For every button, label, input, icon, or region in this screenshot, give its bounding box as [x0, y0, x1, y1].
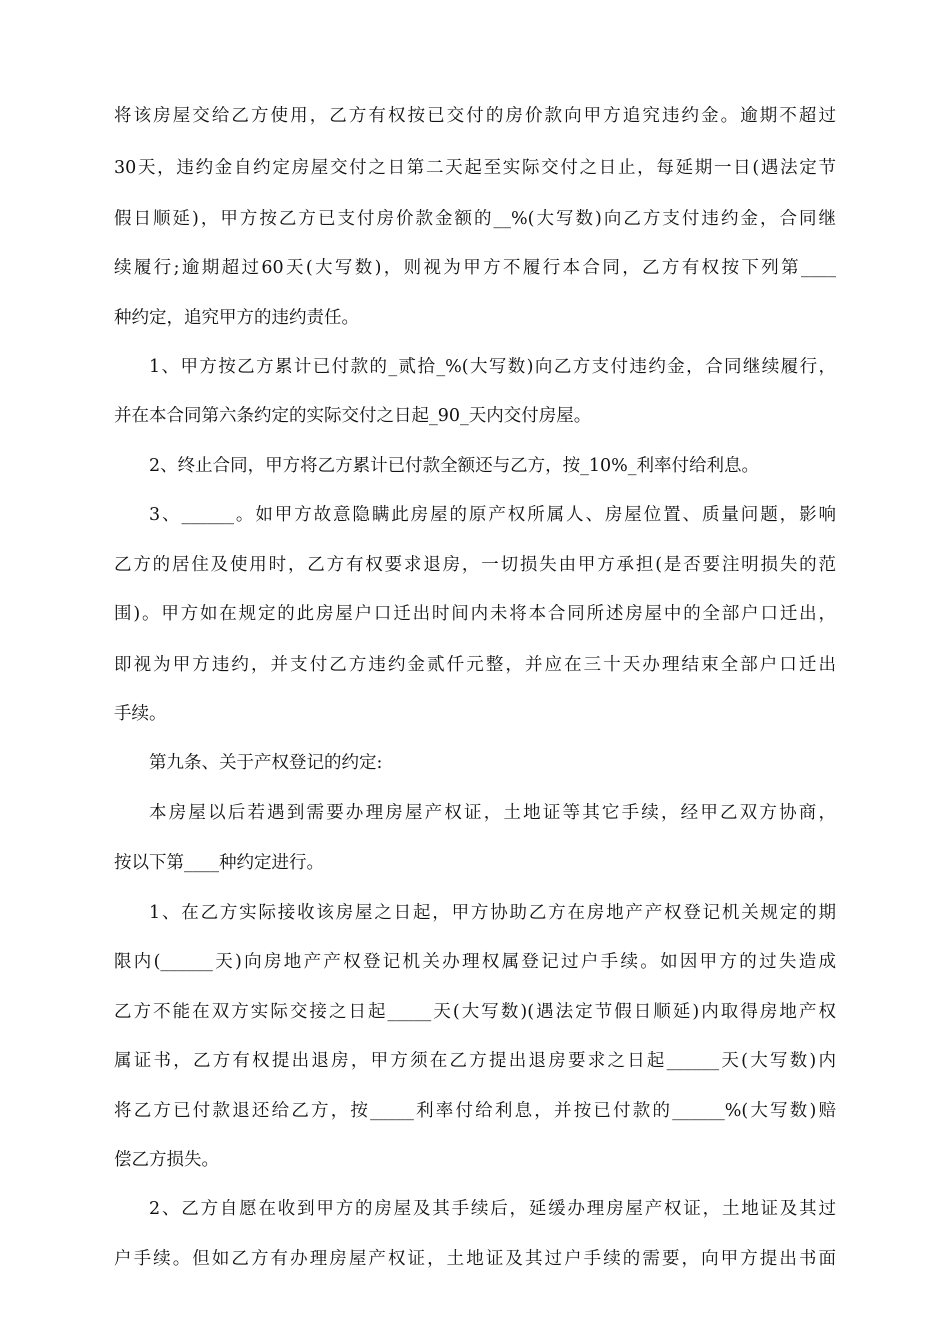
text-line: 乙方不能在双方实际交接之日起_____天(大写数)(遇法定节假日顺延)内取得房地产权: [114, 1002, 836, 1022]
text-line: 1、甲方按乙方累计已付款的_贰拾_%(大写数)向乙方支付违约金，合同继续履行，: [149, 357, 836, 377]
text-line: 即视为甲方违约，并支付乙方违约金贰仟元整，并应在三十天办理结束全部户口迁出: [114, 655, 836, 675]
text-line: 续履行;逾期超过60天(大写数)，则视为甲方不履行本合同，乙方有权按下列第____: [114, 258, 836, 278]
text-line: 1、在乙方实际接收该房屋之日起，甲方协助乙方在房地产产权登记机关规定的期: [149, 903, 836, 923]
text-line: 按以下第____种约定进行。: [114, 853, 324, 873]
text-line: 将乙方已付款退还给乙方，按_____利率付给利息，并按已付款的______%(大写数)赔: [114, 1101, 836, 1121]
text-line: 30天，违约金自约定房屋交付之日第二天起至实际交付之日止，每延期一日(遇法定节: [114, 158, 836, 178]
text-line: 种约定，追究甲方的违约责任。: [114, 308, 359, 328]
text-line: 限内(______天)向房地产产权登记机关办理权属登记过户手续。如因甲方的过失造成: [114, 952, 836, 972]
text-line: 2、终止合同，甲方将乙方累计已付款全额还与乙方，按_10%_利率付给利息。: [149, 456, 760, 476]
text-line: 假日顺延)，甲方按乙方已支付房价款金额的__%(大写数)向乙方支付违约金，合同继: [114, 209, 836, 229]
section-heading: 第九条、关于产权登记的约定:: [149, 753, 383, 773]
text-line: 户手续。但如乙方有办理房屋产权证，土地证及其过户手续的需要，向甲方提出书面: [114, 1249, 836, 1269]
text-line: 将该房屋交给乙方使用，乙方有权按已交付的房价款向甲方追究违约金。逾期不超过: [114, 106, 836, 126]
text-line: 围)。甲方如在规定的此房屋户口迁出时间内未将本合同所述房屋中的全部户口迁出，: [114, 604, 836, 624]
text-line: 偿乙方损失。: [114, 1150, 219, 1170]
text-line: 手续。: [114, 704, 167, 724]
text-line: 3、______。如甲方故意隐瞒此房屋的原产权所属人、房屋位置、质量问题，影响: [149, 505, 836, 525]
text-line: 并在本合同第六条约定的实际交付之日起_90_天内交付房屋。: [114, 406, 592, 426]
text-line: 2、乙方自愿在收到甲方的房屋及其手续后，延缓办理房屋产权证，土地证及其过: [149, 1199, 836, 1219]
text-line: 本房屋以后若遇到需要办理房屋产权证，土地证等其它手续，经甲乙双方协商，: [149, 803, 836, 823]
text-line: 乙方的居住及使用时，乙方有权要求退房，一切损失由甲方承担(是否要注明损失的范: [114, 555, 836, 575]
text-line: 属证书，乙方有权提出退房，甲方须在乙方提出退房要求之日起______天(大写数)内: [114, 1051, 836, 1071]
